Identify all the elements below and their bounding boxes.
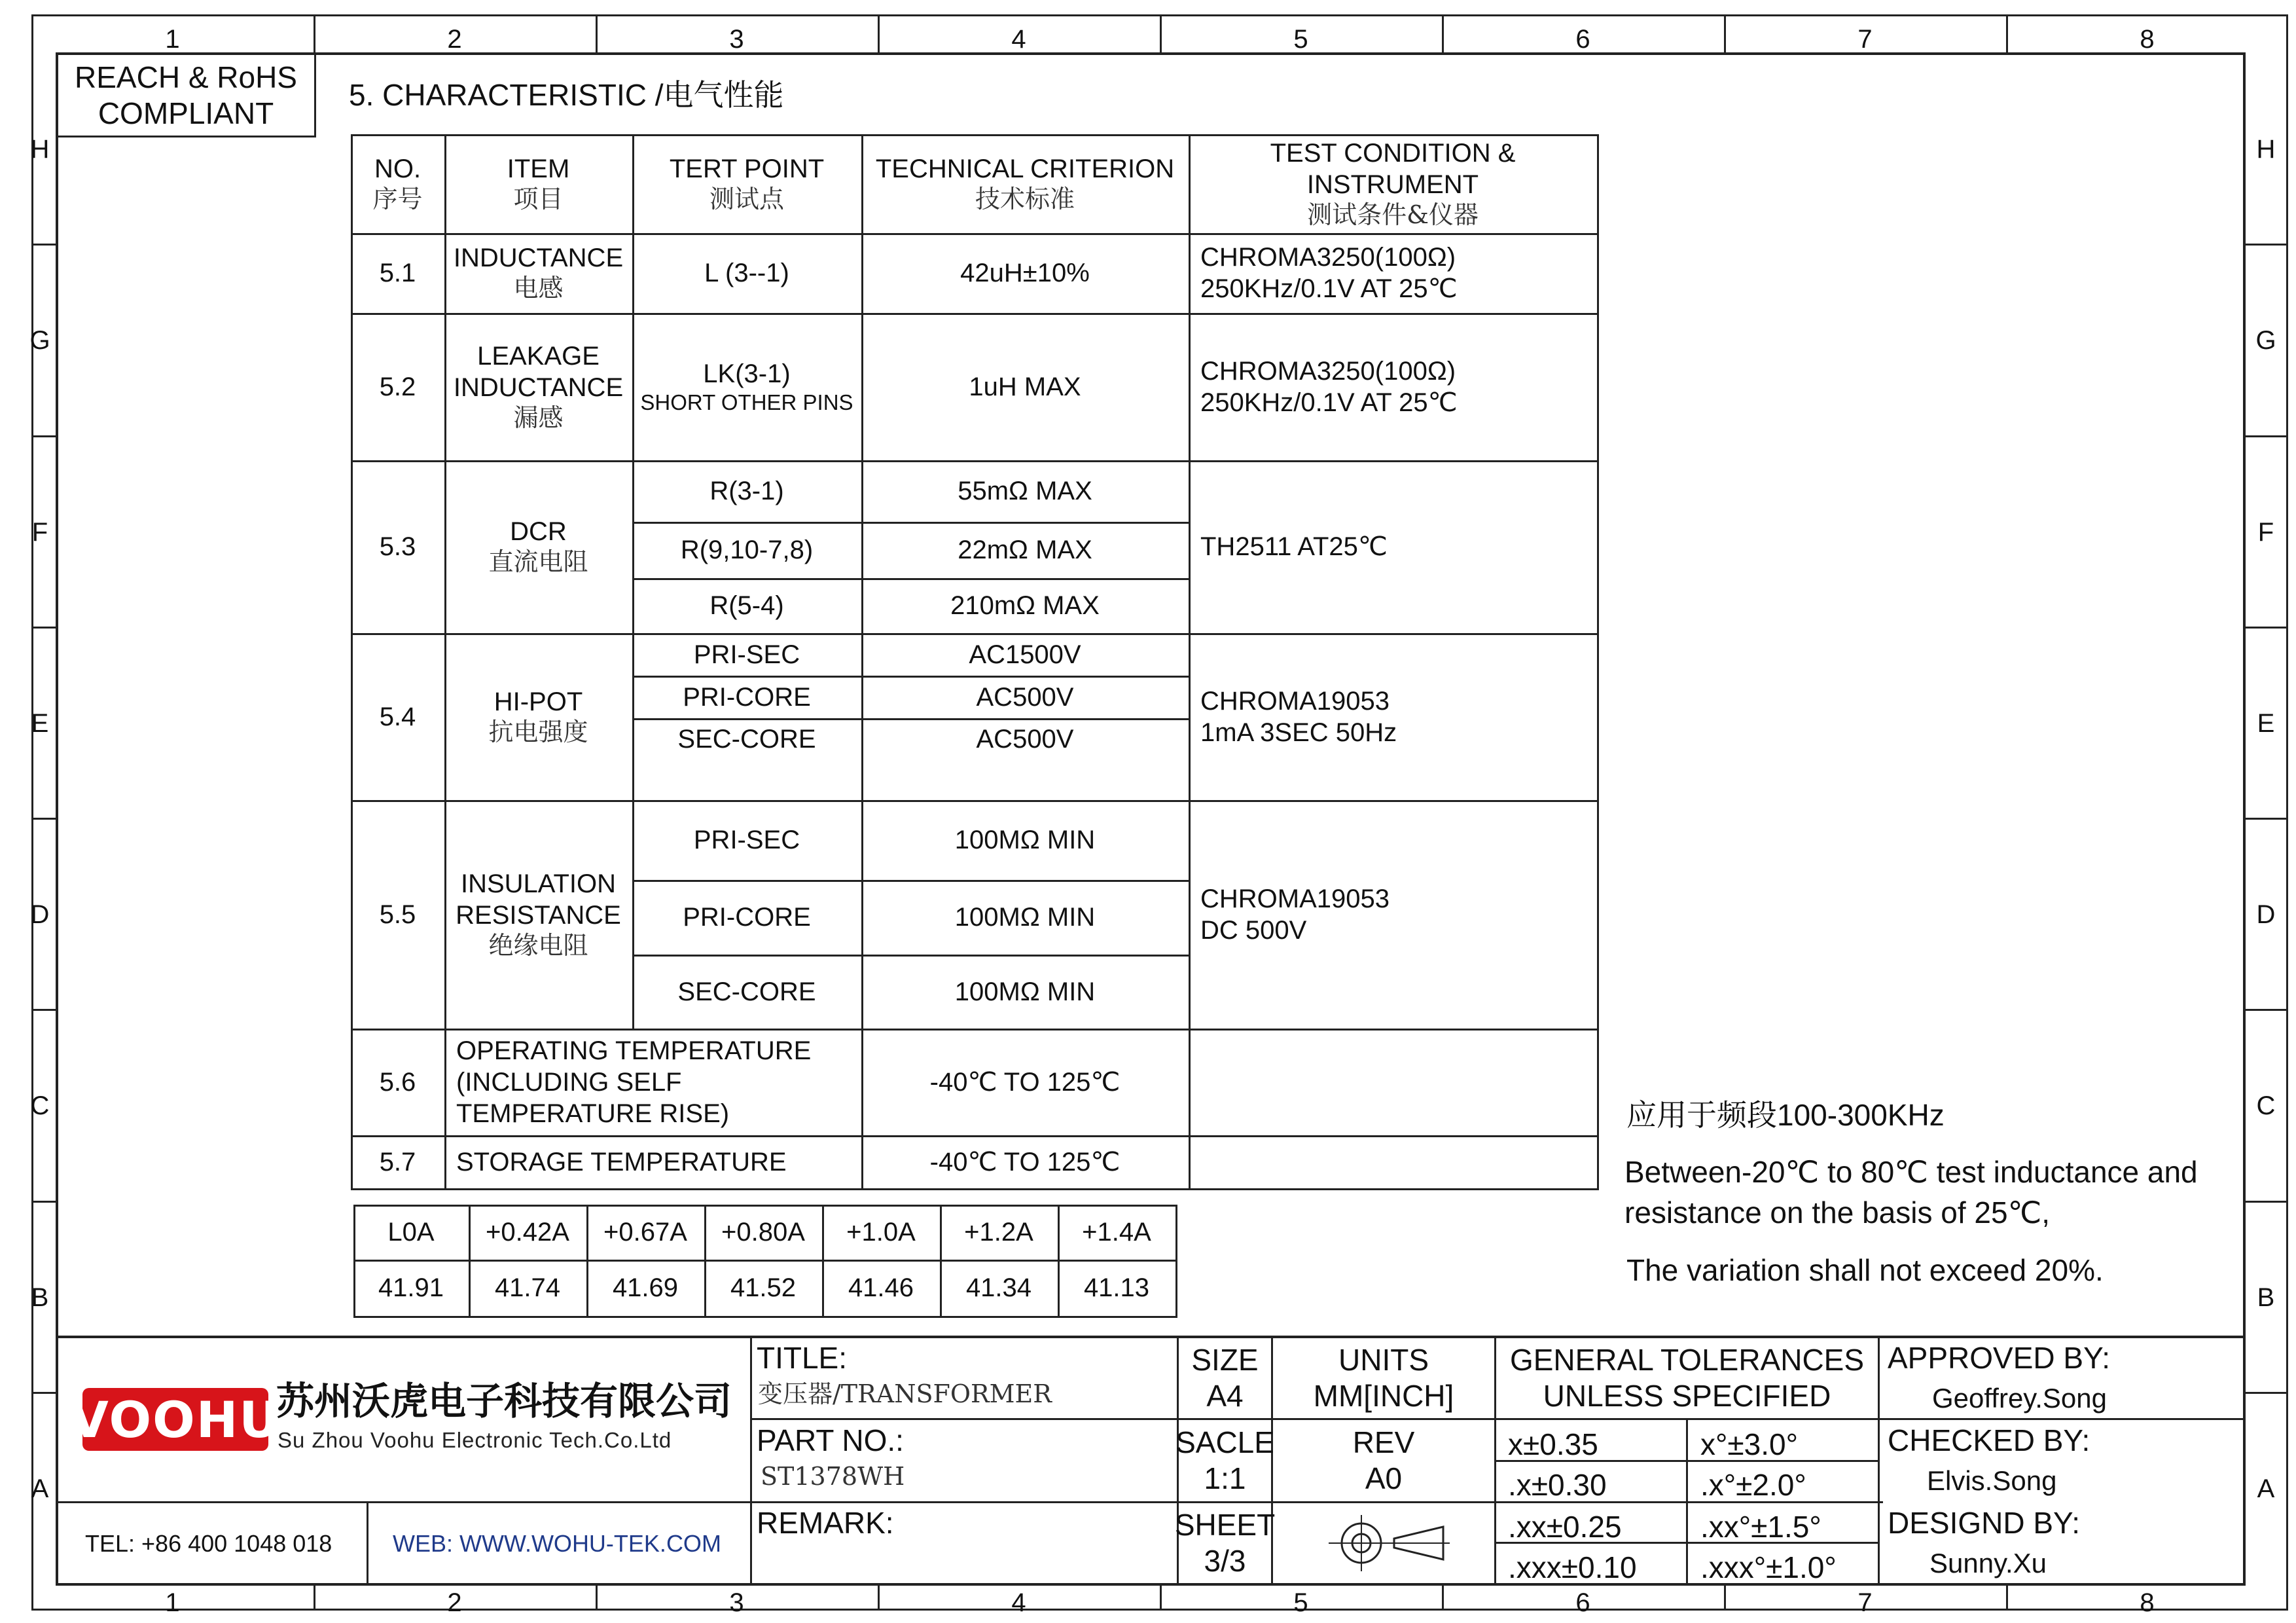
- condition-cell-line: 250KHz/0.1V AT 25℃: [1200, 274, 1458, 303]
- header-cell: [632, 134, 861, 233]
- zone-tick: [31, 627, 56, 629]
- sheet-cell-line: SHEET: [1174, 1507, 1276, 1542]
- current-header-line: L0A: [387, 1218, 435, 1247]
- company-name-cn: 苏州沃虎电子科技有限公司: [276, 1380, 732, 1423]
- variation-note-line1: Between-20℃ to 80℃ test inductance and: [1624, 1155, 2198, 1189]
- projection-symbol-icon: [1316, 1507, 1460, 1579]
- row-number: [351, 633, 444, 800]
- inductance-value: [586, 1260, 704, 1316]
- table-right: [1597, 134, 1599, 1190]
- test-point-cell: [632, 800, 861, 880]
- compliance-box-bottom: [56, 136, 316, 137]
- zone-tick: [878, 14, 880, 52]
- zone-tick: [2006, 1583, 2008, 1611]
- current-header-line: +1.4A: [1082, 1218, 1151, 1247]
- criterion-cell-line: -40℃ TO 125℃: [929, 1067, 1121, 1097]
- checked-by-label: CHECKED BY:: [1888, 1423, 2090, 1457]
- zone-tick: [2006, 14, 2008, 52]
- condition-cell-line: 250KHz/0.1V AT 25℃: [1200, 388, 1458, 417]
- zone-label-right: A: [2257, 1474, 2275, 1503]
- test-point-cell: [632, 313, 861, 460]
- row-number: [351, 313, 444, 460]
- zone-tick: [878, 1583, 880, 1611]
- zone-tick: [2245, 435, 2286, 437]
- tolerances-heading-line: UNLESS SPECIFIED: [1543, 1379, 1831, 1413]
- linear-tolerance: x±0.35: [1508, 1427, 1598, 1461]
- zone-label-bottom: 7: [1857, 1588, 1873, 1617]
- item-cell-line: 直流电阻: [488, 547, 588, 577]
- test-point-cell: [632, 955, 861, 1029]
- scale-cell: [1175, 1421, 1274, 1501]
- item-cell: [444, 233, 632, 313]
- zone-tick: [31, 435, 56, 437]
- zone-label-bottom: 8: [2140, 1588, 2155, 1617]
- row-number: [351, 800, 444, 1029]
- units-cell: [1273, 1338, 1494, 1418]
- condition-cell: [1189, 460, 1597, 633]
- title-block-top: [56, 1336, 2245, 1338]
- zone-label-top: 1: [165, 25, 180, 54]
- zone-label-top: 2: [447, 25, 462, 54]
- criterion-cell: [861, 1135, 1189, 1188]
- row-number-line: 5.7: [379, 1147, 416, 1176]
- criterion-cell: [861, 800, 1189, 880]
- zone-tick: [314, 1583, 315, 1611]
- approved-by-label: APPROVED BY:: [1888, 1341, 2111, 1375]
- criterion-cell: [861, 676, 1189, 718]
- zone-tick: [1724, 14, 1726, 52]
- current-header: [1058, 1205, 1175, 1260]
- test-point-cell-line: PRI-SEC: [693, 826, 800, 854]
- zone-label-left: C: [30, 1091, 50, 1121]
- zone-label-top: 6: [1575, 25, 1590, 54]
- condition-cell: [1189, 233, 1597, 313]
- condition-cell-line: TH2511 AT25℃: [1200, 532, 1388, 561]
- size-cell: [1179, 1338, 1271, 1418]
- test-point-cell: [632, 522, 861, 578]
- angular-tolerance: .xx°±1.5°: [1700, 1510, 1821, 1544]
- size-cell-line: A4: [1206, 1379, 1244, 1413]
- inductance-value-line: 41.46: [848, 1273, 914, 1302]
- zone-label-left: B: [31, 1283, 49, 1312]
- zone-label-bottom: 5: [1293, 1588, 1308, 1617]
- title-block-divider: [1878, 1336, 1880, 1583]
- current-header: [469, 1205, 586, 1260]
- zone-label-top: 3: [729, 25, 744, 54]
- criterion-cell: [861, 578, 1189, 633]
- current-header: [704, 1205, 822, 1260]
- item-cell: [444, 313, 632, 460]
- row-number-line: 5.3: [379, 532, 416, 561]
- sheet-cell: [1174, 1503, 1276, 1583]
- current-header-line: +0.80A: [721, 1218, 805, 1247]
- header-cell-line: 项目: [513, 184, 564, 213]
- row-number: [351, 1135, 444, 1188]
- current-header: [586, 1205, 704, 1260]
- zone-tick: [31, 818, 56, 820]
- zone-label-top: 7: [1857, 25, 1873, 54]
- criterion-cell-line: 100MΩ MIN: [954, 826, 1096, 854]
- criterion-cell: [861, 718, 1189, 759]
- inductance-value-line: 41.13: [1083, 1273, 1150, 1302]
- criterion-cell: [861, 460, 1189, 522]
- test-point-cell: [632, 718, 861, 759]
- logo-wordmark: VOOHU: [70, 1390, 281, 1449]
- item-cell-line: OPERATING TEMPERATURE: [456, 1036, 812, 1065]
- compliance-box-right: [314, 52, 316, 137]
- item-cell: [444, 460, 632, 633]
- test-point-cell-line: R(3-1): [709, 477, 784, 505]
- zone-tick: [2245, 627, 2286, 629]
- compliance-label-line: REACH & RoHS: [75, 60, 297, 94]
- rev-cell: [1273, 1421, 1494, 1501]
- criterion-cell-line: 42uH±10%: [960, 259, 1090, 287]
- row-number: [351, 460, 444, 633]
- header-cell-line: NO.: [374, 154, 422, 183]
- current-table-col-line: [1175, 1205, 1177, 1318]
- zone-label-bottom: 2: [447, 1588, 462, 1617]
- zone-tick: [596, 1583, 598, 1611]
- zone-tick: [1160, 14, 1162, 52]
- tel-web-divider: [367, 1501, 368, 1583]
- item-cell-line: 绝缘电阻: [488, 930, 588, 960]
- header-cell-line: TECHNICAL CRITERION: [875, 154, 1175, 183]
- inductance-value-line: 41.69: [612, 1273, 679, 1302]
- condition-cell-line: CHROMA3250(100Ω): [1200, 356, 1456, 386]
- item-cell-line: LEAKAGE: [477, 341, 600, 371]
- variation-note-line3: The variation shall not exceed 20%.: [1626, 1253, 2104, 1287]
- current-header: [353, 1205, 469, 1260]
- test-point-cell: [632, 880, 861, 955]
- zone-label-right: F: [2257, 517, 2274, 547]
- current-header: [940, 1205, 1058, 1260]
- criterion-cell-line: 210mΩ MAX: [950, 591, 1100, 620]
- row-number: [351, 233, 444, 313]
- frequency-note: 应用于频段100-300KHz: [1626, 1098, 1945, 1132]
- inner-frame-top: [56, 52, 2245, 55]
- zone-label-top: 8: [2140, 25, 2155, 54]
- title-block-divider: [750, 1336, 752, 1583]
- row-number: [351, 1029, 444, 1135]
- zone-label-right: H: [2256, 135, 2276, 164]
- condition-cell-line: CHROMA19053: [1200, 686, 1390, 716]
- item-cell-line: INDUCTANCE: [453, 244, 624, 273]
- criterion-cell-line: AC1500V: [969, 640, 1081, 669]
- current-header-line: +0.42A: [486, 1218, 569, 1247]
- header-cell: [444, 134, 632, 233]
- item-cell-line: 电感: [513, 274, 564, 303]
- condition-cell-line: 1mA 3SEC 50Hz: [1200, 718, 1397, 747]
- zone-label-left: E: [31, 708, 49, 738]
- test-point-cell: [632, 460, 861, 522]
- checked-by-name: Elvis.Song: [1927, 1465, 2057, 1496]
- item-cell-line: INDUCTANCE: [453, 373, 624, 402]
- item-cell-line: DCR: [510, 517, 567, 547]
- test-point-cell-line: SEC-CORE: [677, 977, 816, 1006]
- inner-frame-left: [56, 52, 58, 1586]
- zone-label-right: B: [2257, 1283, 2275, 1312]
- header-cell-line: 测试点: [709, 184, 784, 213]
- zone-label-left: G: [29, 326, 50, 356]
- current-header-line: +1.0A: [846, 1218, 916, 1247]
- test-point-cell-line: LK(3-1): [703, 359, 791, 388]
- test-point-cell: [632, 676, 861, 718]
- zone-label-top: 4: [1011, 25, 1026, 54]
- remark-label: REMARK:: [757, 1506, 894, 1540]
- test-point-cell-line: PRI-CORE: [683, 903, 811, 932]
- zone-label-left: A: [31, 1474, 49, 1503]
- outer-frame-left: [31, 14, 33, 1611]
- designed-by-label: DESIGND BY:: [1888, 1506, 2080, 1540]
- company-website: WEB: WWW.WOHU-TEK.COM: [393, 1530, 721, 1557]
- table-row-line: [351, 1188, 1599, 1190]
- header-cell-line: ITEM: [507, 154, 570, 183]
- row-number-line: 5.2: [379, 372, 416, 401]
- outer-frame-right: [2286, 14, 2288, 1611]
- test-point-cell-line: R(5-4): [709, 591, 784, 620]
- variation-note-line2: resistance on the basis of 25℃,: [1624, 1195, 2051, 1230]
- test-point-cell: [632, 633, 861, 676]
- rev-cell-line: A0: [1365, 1461, 1403, 1495]
- zone-label-top: 5: [1293, 25, 1308, 54]
- criterion-cell: [861, 522, 1189, 578]
- title-label: TITLE:: [757, 1341, 848, 1375]
- condition-cell-line: DC 500V: [1200, 915, 1307, 945]
- criterion-cell: [861, 955, 1189, 1029]
- rev-cell-line: REV: [1352, 1425, 1415, 1459]
- criterion-cell-line: -40℃ TO 125℃: [929, 1147, 1121, 1176]
- item-cell-line: 漏感: [513, 403, 564, 432]
- part-no-value: ST1378WH: [761, 1462, 905, 1491]
- current-header: [822, 1205, 940, 1260]
- inductance-value: [822, 1260, 940, 1316]
- angular-tolerance: x°±3.0°: [1700, 1427, 1798, 1461]
- item-cell: [444, 1029, 861, 1135]
- inductance-value-line: 41.91: [378, 1273, 444, 1302]
- zone-label-bottom: 4: [1011, 1588, 1026, 1617]
- tolerances-heading: [1496, 1338, 1878, 1418]
- title-block-row: [750, 1418, 2245, 1420]
- inductance-value: [469, 1260, 586, 1316]
- linear-tolerance: .xx±0.25: [1508, 1510, 1622, 1544]
- criterion-cell-line: 1uH MAX: [969, 372, 1081, 401]
- item-cell-line: (INCLUDING SELF: [456, 1067, 682, 1097]
- test-point-cell-line: R(9,10-7,8): [680, 536, 814, 564]
- criterion-cell: [861, 313, 1189, 460]
- zone-tick: [31, 1392, 56, 1394]
- zone-label-left: H: [30, 135, 50, 164]
- designed-by-name: Sunny.Xu: [1929, 1548, 2047, 1578]
- zone-tick: [2245, 818, 2286, 820]
- zone-tick: [596, 14, 598, 52]
- criterion-cell-line: AC500V: [976, 724, 1074, 754]
- row-number-line: 5.4: [379, 702, 416, 731]
- zone-label-right: G: [2255, 326, 2276, 356]
- condition-cell: [1189, 800, 1597, 1029]
- item-cell-line: 抗电强度: [488, 717, 588, 746]
- zone-tick: [2245, 1009, 2286, 1011]
- zone-tick: [314, 14, 315, 52]
- voohu-logo: [70, 1388, 281, 1451]
- criterion-cell: [861, 233, 1189, 313]
- zone-label-right: E: [2257, 708, 2275, 738]
- zone-tick: [2245, 1392, 2286, 1394]
- item-cell-line: STORAGE TEMPERATURE: [456, 1147, 787, 1176]
- zone-tick: [31, 1201, 56, 1203]
- zone-label-bottom: 1: [165, 1588, 180, 1617]
- zone-tick: [1160, 1583, 1162, 1611]
- test-point-cell-line: L (3--1): [704, 259, 789, 287]
- zone-tick: [31, 1009, 56, 1011]
- criterion-cell-line: 100MΩ MIN: [954, 977, 1096, 1006]
- inductance-value: [353, 1260, 469, 1316]
- sheet-cell-line: 3/3: [1204, 1544, 1246, 1578]
- item-cell: [444, 1135, 861, 1188]
- scale-cell-line: 1:1: [1204, 1461, 1246, 1495]
- zone-tick: [1442, 14, 1444, 52]
- zone-label-right: C: [2256, 1091, 2276, 1121]
- zone-label-right: D: [2256, 900, 2276, 930]
- condition-cell: [1189, 313, 1597, 460]
- compliance-label: [58, 56, 314, 136]
- compliance-label-line: COMPLIANT: [98, 96, 274, 130]
- item-cell-line: TEMPERATURE RISE): [456, 1099, 730, 1128]
- angular-tolerance: .xxx°±1.0°: [1700, 1550, 1837, 1584]
- zone-tick: [1442, 1583, 1444, 1611]
- zone-label-left: F: [31, 517, 48, 547]
- criterion-cell: [861, 633, 1189, 676]
- criterion-cell-line: AC500V: [976, 682, 1074, 712]
- header-cell-line: TEST CONDITION & INSTRUMENT: [1270, 138, 1516, 199]
- criterion-cell-line: 55mΩ MAX: [958, 477, 1092, 505]
- header-cell-line: 技术标准: [975, 184, 1075, 213]
- approved-by-name: Geoffrey.Song: [1932, 1383, 2107, 1413]
- inductance-value-line: 41.52: [730, 1273, 797, 1302]
- linear-tolerance: .x±0.30: [1508, 1468, 1607, 1502]
- zone-tick: [2245, 244, 2286, 246]
- current-header-line: +1.2A: [964, 1218, 1033, 1247]
- criterion-cell-line: 22mΩ MAX: [958, 536, 1092, 564]
- inner-frame-bottom: [56, 1583, 2245, 1586]
- item-cell: [444, 633, 632, 800]
- item-cell: [444, 800, 632, 1029]
- condition-cell-line: CHROMA3250(100Ω): [1200, 243, 1456, 272]
- size-cell-line: SIZE: [1191, 1342, 1259, 1377]
- header-cell-line: 序号: [372, 184, 423, 213]
- company-phone: TEL: +86 400 1048 018: [85, 1530, 332, 1557]
- part-no-label: PART NO.:: [757, 1423, 904, 1457]
- criterion-cell-line: 100MΩ MIN: [954, 903, 1096, 932]
- company-name-en: Su Zhou Voohu Electronic Tech.Co.Ltd: [278, 1428, 672, 1452]
- zone-tick: [1724, 1583, 1726, 1611]
- inductance-value-line: 41.34: [965, 1273, 1032, 1302]
- company-bottom: [56, 1501, 750, 1503]
- section-title: 5. CHARACTERISTIC /电气性能: [349, 78, 784, 112]
- criterion-cell: [861, 1029, 1189, 1135]
- item-cell-line: RESISTANCE: [456, 900, 621, 930]
- units-cell-line: MM[INCH]: [1313, 1379, 1454, 1413]
- tolerances-heading-line: GENERAL TOLERANCES: [1509, 1342, 1865, 1377]
- condition-cell-line: CHROMA19053: [1200, 884, 1390, 913]
- item-cell-line: HI-POT: [493, 687, 583, 716]
- angular-tolerance: .x°±2.0°: [1700, 1468, 1806, 1502]
- header-cell: [351, 134, 444, 233]
- title-value: 变压器/TRANSFORMER: [758, 1379, 1052, 1408]
- test-point-cell: [632, 578, 861, 633]
- inductance-value: [1058, 1260, 1175, 1316]
- test-point-cell-line: PRI-SEC: [693, 640, 800, 669]
- inductance-value-line: 41.74: [494, 1273, 561, 1302]
- zone-tick: [2245, 1201, 2286, 1203]
- zone-label-bottom: 6: [1575, 1588, 1590, 1617]
- units-cell-line: UNITS: [1338, 1342, 1429, 1377]
- inductance-value: [704, 1260, 822, 1316]
- criterion-cell: [861, 880, 1189, 955]
- test-point-cell-line: SEC-CORE: [677, 724, 816, 754]
- inductance-value: [940, 1260, 1058, 1316]
- test-point-cell-line: SHORT OTHER PINS: [640, 390, 853, 414]
- tolerance-divider: [1686, 1418, 1688, 1583]
- row-number-line: 5.1: [379, 259, 416, 287]
- current-header-line: +0.67A: [603, 1218, 687, 1247]
- zone-label-left: D: [30, 900, 50, 930]
- zone-tick: [31, 244, 56, 246]
- item-cell-line: INSULATION: [460, 869, 617, 898]
- header-cell: [861, 134, 1189, 233]
- header-cell-line: 测试条件&仪器: [1307, 200, 1479, 229]
- zone-label-bottom: 3: [729, 1588, 744, 1617]
- linear-tolerance: .xxx±0.10: [1508, 1550, 1637, 1584]
- test-point-cell-line: PRI-CORE: [683, 682, 811, 712]
- condition-cell: [1189, 633, 1597, 800]
- test-point-cell: [632, 233, 861, 313]
- current-table-line: [353, 1316, 1177, 1318]
- row-number-line: 5.6: [379, 1067, 416, 1097]
- header-cell: [1189, 134, 1597, 233]
- scale-cell-line: SACLE: [1175, 1425, 1274, 1459]
- row-number-line: 5.5: [379, 900, 416, 929]
- header-cell-line: TERT POINT: [669, 154, 825, 183]
